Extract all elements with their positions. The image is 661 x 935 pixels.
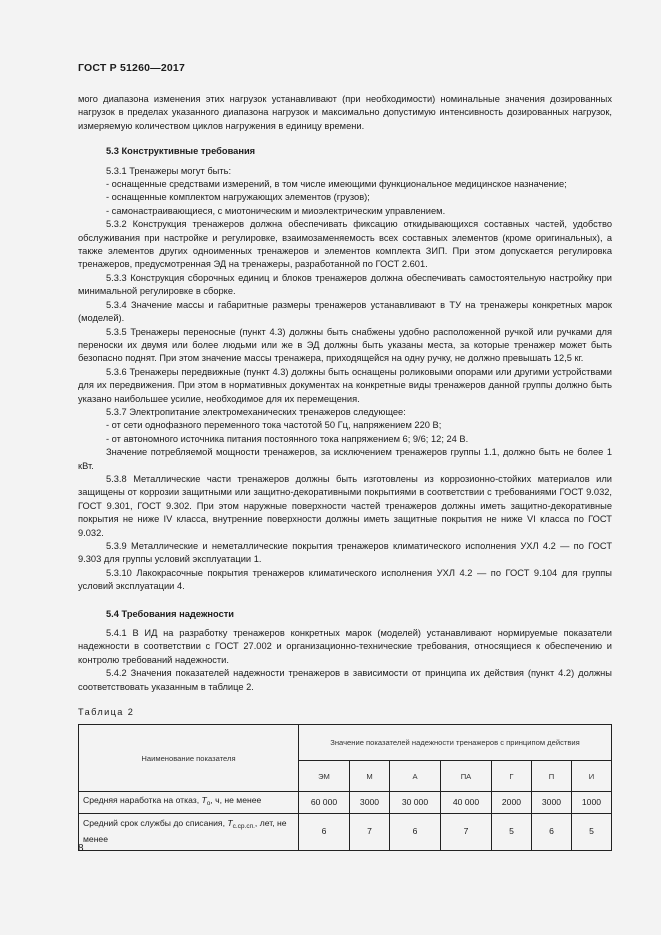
list-item: - оснащенные комплектом нагружающих элементов (грузов); <box>106 192 370 203</box>
table-cell: 7 <box>349 813 389 850</box>
paragraph-continuation: мого диапазона изменения этих нагрузок устанавливают (при необходимости) номинальные значения дозированных нагрузок в пределах указанного диапазона нагрузок и максимально допустимую интенсивность дозированных нагрузок, измеряемую количеством циклов нагружения в единицу времени. <box>78 94 612 131</box>
document-header: ГОСТ Р 51260—2017 <box>78 62 186 74</box>
table-column-header: А <box>389 761 440 792</box>
table-row <box>79 813 612 850</box>
paragraph-5-3-2: 5.3.2 Конструкция тренажеров должна обеспечивать фиксацию откидывающихся составных частей, удобство обслуживания при настройке и регулировке, взаимозаменяемость всех составных элементов (кроме оригинальных), а также элементов других одноименных тренажеров и элементов комплекта ЗИП. При этом допускается регулировка тренажеров, предусмотренная ЭД на тренажеры, разработанной по ГОСТ 2.601. <box>78 219 612 270</box>
table-cell: 40 000 <box>440 792 491 813</box>
table-column-header: П <box>531 761 571 792</box>
table-cell: 60 000 <box>299 792 350 813</box>
section-heading-5-4: 5.4 Требования надежности <box>106 608 235 619</box>
table-cell: 3000 <box>531 792 571 813</box>
table-cell: 6 <box>531 813 571 850</box>
table-column-header: И <box>571 761 611 792</box>
list-item: - самонастраивающиеся, с миотоническим и миоэлектрическим управлением. <box>106 205 446 216</box>
table-header-name: Наименование показателя <box>79 725 299 792</box>
page-number: 8 <box>78 843 84 854</box>
table-column-header: М <box>349 761 389 792</box>
document-body <box>78 93 612 851</box>
list-item: - от автономного источника питания постоянного тока напряжением 6; 9/6; 12; 24 В. <box>106 433 469 444</box>
table-caption: Таблица 2 <box>78 707 135 718</box>
paragraph-5-3-7: 5.3.7 Электропитание электромеханических тренажеров следующее: <box>106 406 406 417</box>
table-row-name: Средняя наработка на отказ, $T_о$, ч, не менее <box>79 792 299 813</box>
table-column-header: ЭМ <box>299 761 350 792</box>
paragraph-5-3-8: 5.3.8 Металлические части тренажеров должны быть изготовлены из коррозионно-стойких материалов или защищены от коррозии защитными или защитно-декоративными покрытиями в соответствии с требованиями ГОСТ 9.032, ГОСТ 9.301, ГОСТ 9.302. При этом наружные поверхности частей тренажеров должны иметь защитно-декоративные покрытия не ниже IV класса, внутренние поверхности должны иметь защитные покрытия не ниже VI класса по ГОСТ 9.032. <box>78 473 612 538</box>
table-row <box>79 792 612 813</box>
table-cell: 1000 <box>571 792 611 813</box>
table-cell: 2000 <box>491 792 531 813</box>
paragraph-5-3-1: 5.3.1 Тренажеры могут быть: <box>106 165 232 176</box>
table-cell: 6 <box>299 813 350 850</box>
paragraph-5-4-1: 5.4.1 В ИД на разработку тренажеров конкретных марок (моделей) устанавливают нормируемые показатели надежности в соответствии с ГОСТ 27.002 и организационно-технические требования, относящиеся к обеспечению и контролю требований надежности. <box>78 628 612 665</box>
paragraph-5-3-4: 5.3.4 Значение массы и габаритные размеры тренажеров устанавливают в ТУ на тренажеры конкретных марок (моделей). <box>78 299 612 324</box>
reliability-table <box>78 724 612 850</box>
table-row-name: Средний срок службы до списания, $T_{с.ср.сп.}$, лет, не менее <box>79 813 299 850</box>
section-heading-5-3: 5.3 Конструктивные требования <box>106 146 256 157</box>
paragraph-5-3-5: 5.3.5 Тренажеры переносные (пункт 4.3) должны быть снабжены удобно расположенной ручкой или ручками для переноски их двумя или более людьми или же в ЭД должны быть указаны места, за которые тренажер может быть безопасно поднят. При этом значение массы тренажера, приходящейся на одну ручку, не должно превышать 12,5 кг. <box>78 326 612 364</box>
list-item: - от сети однофазного переменного тока частотой 50 Гц, напряжением 220 В; <box>106 420 442 431</box>
table-cell: 3000 <box>349 792 389 813</box>
table-header-group: Значение показателей надежности тренажеров с принципом действия <box>299 725 612 761</box>
table-cell: 6 <box>389 813 440 850</box>
table-column-header: ПА <box>440 761 491 792</box>
table-cell: 30 000 <box>389 792 440 813</box>
paragraph-5-4-2: 5.4.2 Значения показателей надежности тренажеров в зависимости от принципа их действия (пункт 4.2) должны соответствовать указанным в таблице 2. <box>78 668 612 692</box>
paragraph-5-3-3: 5.3.3 Конструкция сборочных единиц и блоков тренажеров должна обеспечивать самостоятельную настройку при минимальной регулировке в сборке. <box>78 272 612 297</box>
paragraph-5-3-10: 5.3.10 Лакокрасочные покрытия тренажеров климатического исполнения УХЛ 4.2 — по ГОСТ 9.104 для группы условий эксплуатации 4. <box>78 567 612 592</box>
table-cell: 7 <box>440 813 491 850</box>
table-cell: 5 <box>571 813 611 850</box>
table-column-header: Г <box>491 761 531 792</box>
paragraph-5-3-7-note: Значение потребляемой мощности тренажеров, за исключением тренажеров группы 1.1, должно быть не более 1 кВт. <box>78 447 612 471</box>
paragraph-5-3-6: 5.3.6 Тренажеры передвижные (пункт 4.3) должны быть оснащены роликовыми опорами или другими устройствами для их передвижения. При этом в нормативных документах на конкретные виды тренажеров данной группы должно быть указано наибольшее усилие, необходимое для их перемещения. <box>78 366 612 404</box>
list-item: - оснащенные средствами измерений, в том числе имеющими функциональное медицинское назначение; <box>106 179 567 190</box>
table-cell: 5 <box>491 813 531 850</box>
paragraph-5-3-9: 5.3.9 Металлические и неметаллические покрытия тренажеров климатического исполнения УХЛ 4.2 — по ГОСТ 9.303 для группы условий эксплуатации 1. <box>78 541 612 565</box>
